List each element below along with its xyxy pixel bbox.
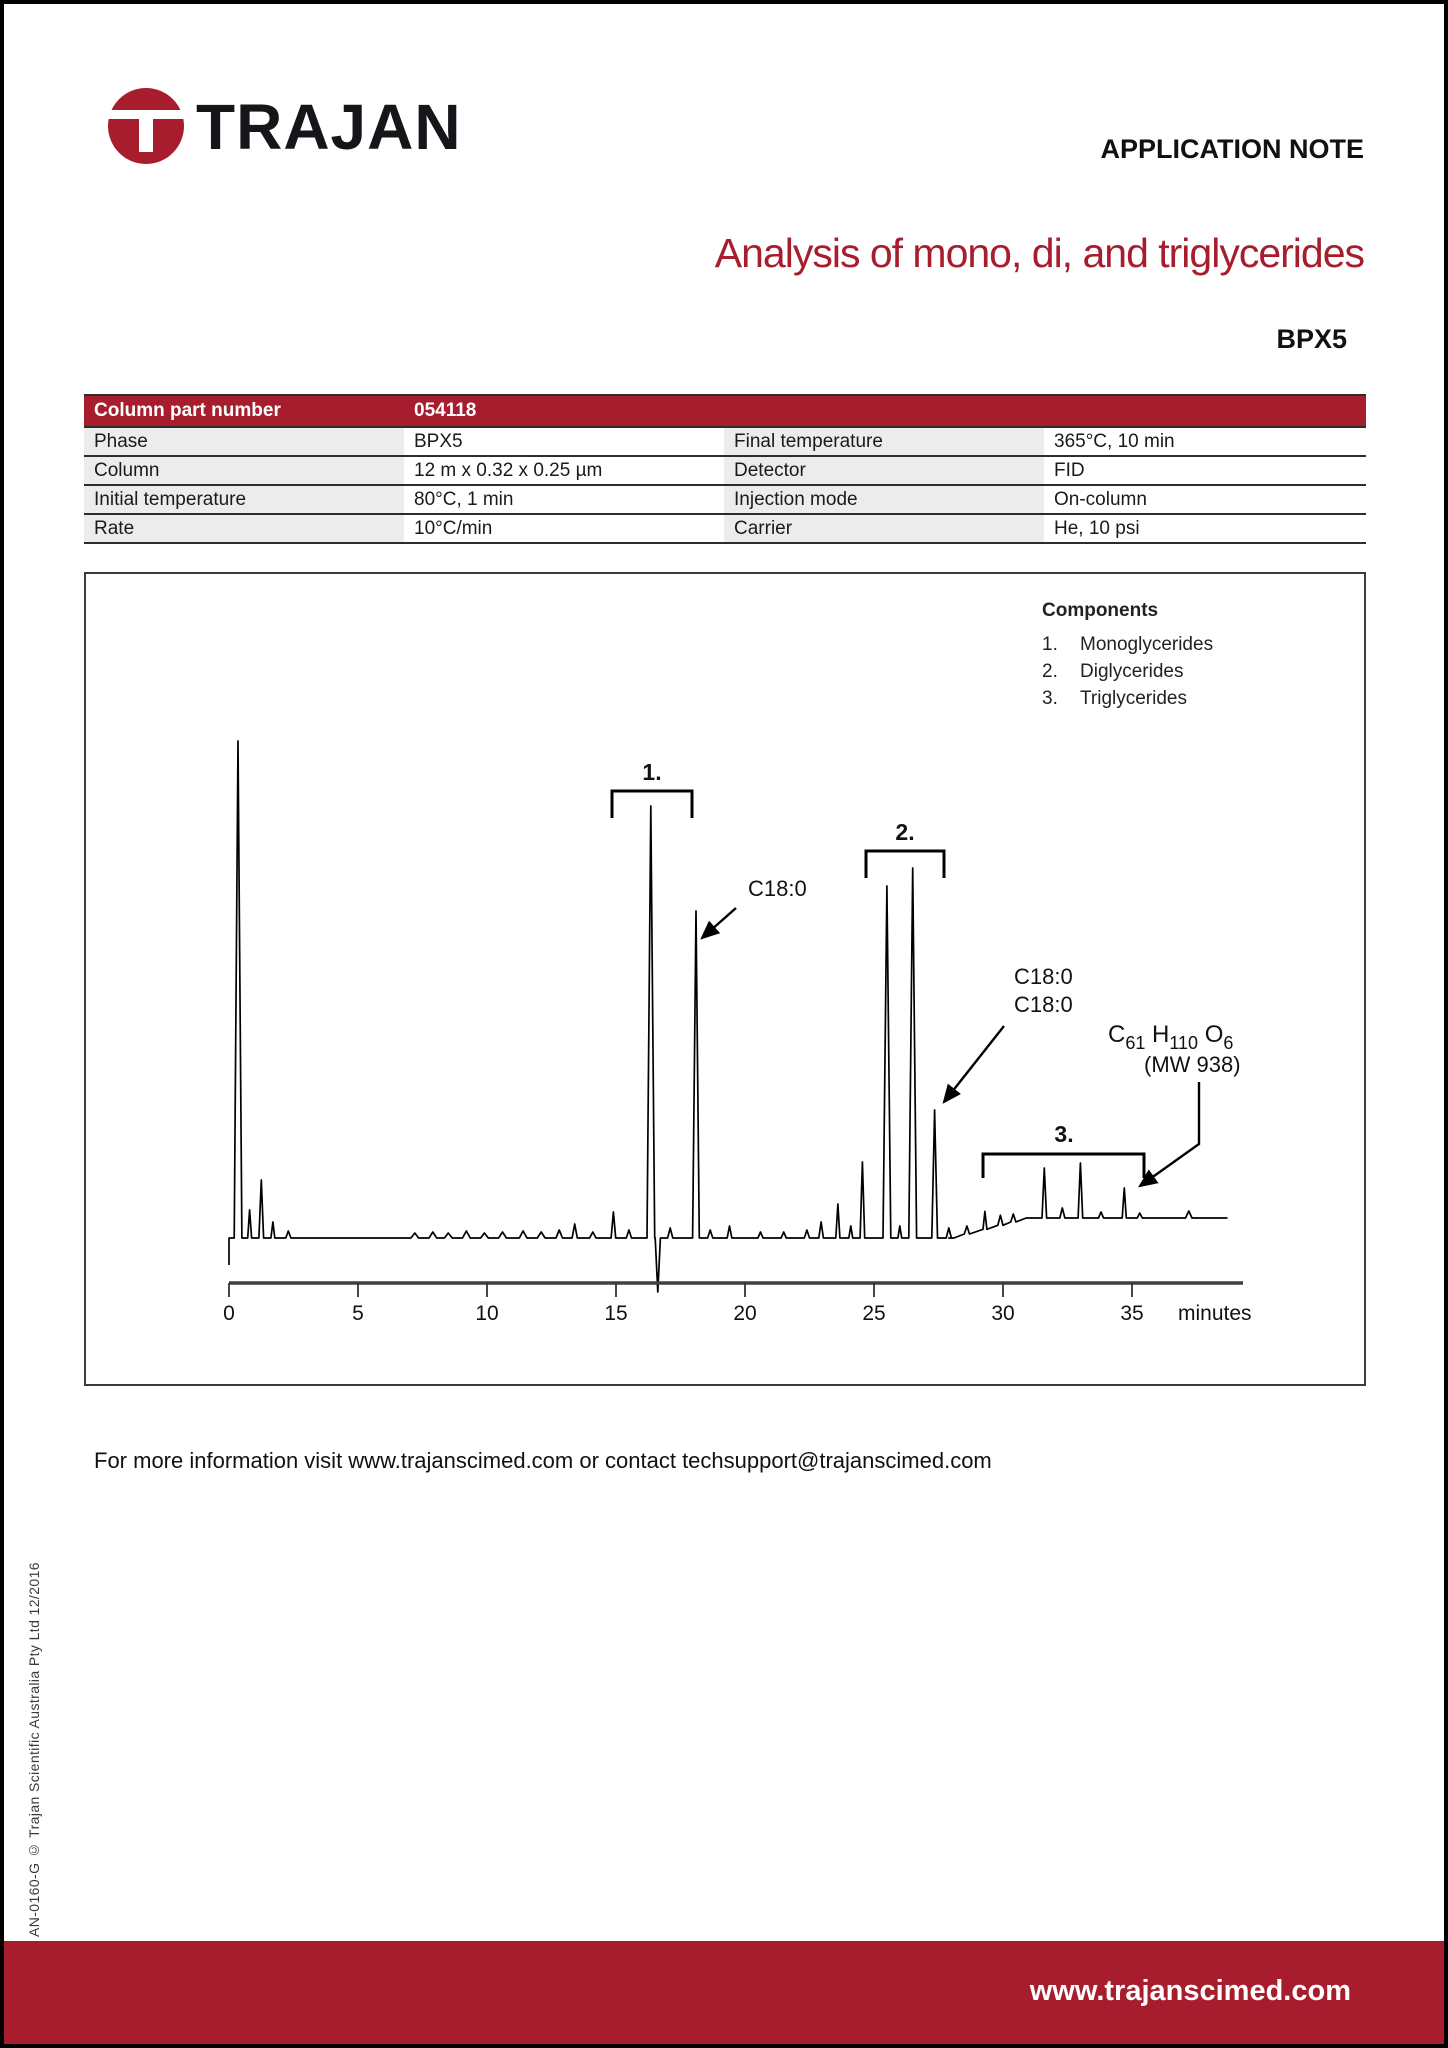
legend-item bbox=[1042, 631, 1213, 658]
trace bbox=[229, 741, 1228, 1292]
spec-label: Carrier bbox=[724, 515, 1044, 542]
chart-panel bbox=[84, 572, 1366, 1386]
legend-item-number: 3. bbox=[1042, 688, 1058, 709]
spec-value: FID bbox=[1044, 457, 1366, 484]
x-tick-label: 0 bbox=[223, 1302, 235, 1325]
spec-label: Rate bbox=[84, 515, 404, 542]
spec-table-header bbox=[84, 396, 1366, 426]
x-tick-label: 35 bbox=[1120, 1302, 1144, 1325]
spec-value: On-column bbox=[1044, 486, 1366, 513]
spec-table bbox=[84, 394, 1366, 544]
x-tick-label: 15 bbox=[604, 1302, 628, 1325]
group-bracket-label: 2. bbox=[895, 819, 915, 845]
spec-table-row bbox=[84, 426, 1366, 455]
spec-label: Column bbox=[84, 457, 404, 484]
spec-value: 12 m x 0.32 x 0.25 µm bbox=[404, 457, 724, 484]
x-axis-unit-label: minutes bbox=[1178, 1302, 1252, 1325]
x-tick-label: 30 bbox=[991, 1302, 1015, 1325]
legend-title: Components bbox=[1042, 600, 1159, 621]
formula-label: $C_{61}$ $H_{110}$ $O_6$ bbox=[1108, 1021, 1234, 1053]
logo-t-crossbar bbox=[108, 110, 184, 119]
spec-value: He, 10 psi bbox=[1044, 515, 1366, 542]
brand-wordmark: TRAJAN bbox=[196, 91, 462, 163]
product-subtitle: BPX5 bbox=[1276, 324, 1347, 354]
peak-label: (MW 938) bbox=[1144, 1052, 1241, 1077]
spec-value: 10°C/min bbox=[404, 515, 724, 542]
group-bracket-label: 3. bbox=[1054, 1121, 1074, 1147]
spec-value: 365°C, 10 min bbox=[1044, 428, 1366, 455]
application-note-label: APPLICATION NOTE bbox=[1100, 134, 1364, 164]
group-bracket bbox=[866, 851, 944, 878]
legend-item-label: Triglycerides bbox=[1080, 688, 1187, 709]
spec-value: 80°C, 1 min bbox=[404, 486, 724, 513]
x-tick-label: 10 bbox=[475, 1302, 499, 1325]
spec-label: Detector bbox=[724, 457, 1044, 484]
annotation-arrow bbox=[944, 1026, 1004, 1102]
annotation-arrow bbox=[702, 908, 736, 938]
sidebar-note: AN-0160-G © Trajan Scientific Australia Pty Ltd 12/2016 bbox=[26, 1562, 42, 1937]
components-legend bbox=[1042, 600, 1213, 712]
footer-info: For more information visit www.trajanscimed.com or contact techsupport@trajanscimed.com bbox=[94, 1448, 992, 1473]
legend-item-label: Diglycerides bbox=[1080, 661, 1184, 682]
legend-item-number: 2. bbox=[1042, 661, 1058, 682]
footer-url: www.trajanscimed.com bbox=[1029, 1975, 1351, 2007]
group-bracket-label: 1. bbox=[642, 759, 662, 785]
legend-item bbox=[1042, 658, 1213, 685]
page-title: Analysis of mono, di, and triglycerides bbox=[714, 230, 1364, 276]
x-tick-label: 20 bbox=[733, 1302, 757, 1325]
spec-label: Injection mode bbox=[724, 486, 1044, 513]
spec-table-row bbox=[84, 484, 1366, 513]
spec-table-row bbox=[84, 455, 1366, 484]
footer-bar bbox=[4, 1941, 1444, 2044]
spec-label: Initial temperature bbox=[84, 486, 404, 513]
spec-header-value: 054118 bbox=[414, 400, 477, 421]
peak-label: C18:0 bbox=[1014, 992, 1073, 1017]
spec-value: BPX5 bbox=[404, 428, 724, 455]
trajan-logo-icon bbox=[108, 88, 184, 164]
x-tick-label: 25 bbox=[862, 1302, 886, 1325]
annotation-arrow bbox=[1140, 1082, 1199, 1186]
spec-label: Final temperature bbox=[724, 428, 1044, 455]
spec-table-row bbox=[84, 513, 1366, 542]
spec-header-label: Column part number bbox=[94, 400, 281, 421]
spec-label: Phase bbox=[84, 428, 404, 455]
legend-item-label: Monoglycerides bbox=[1080, 634, 1214, 655]
legend-item bbox=[1042, 685, 1213, 712]
peak-label: C18:0 bbox=[748, 876, 807, 901]
group-bracket bbox=[612, 791, 692, 818]
x-tick-label: 5 bbox=[352, 1302, 364, 1325]
legend-item-number: 1. bbox=[1042, 634, 1058, 655]
logo-t-stem bbox=[139, 119, 153, 152]
peak-label: C18:0 bbox=[1014, 964, 1073, 989]
group-bracket bbox=[983, 1154, 1144, 1178]
